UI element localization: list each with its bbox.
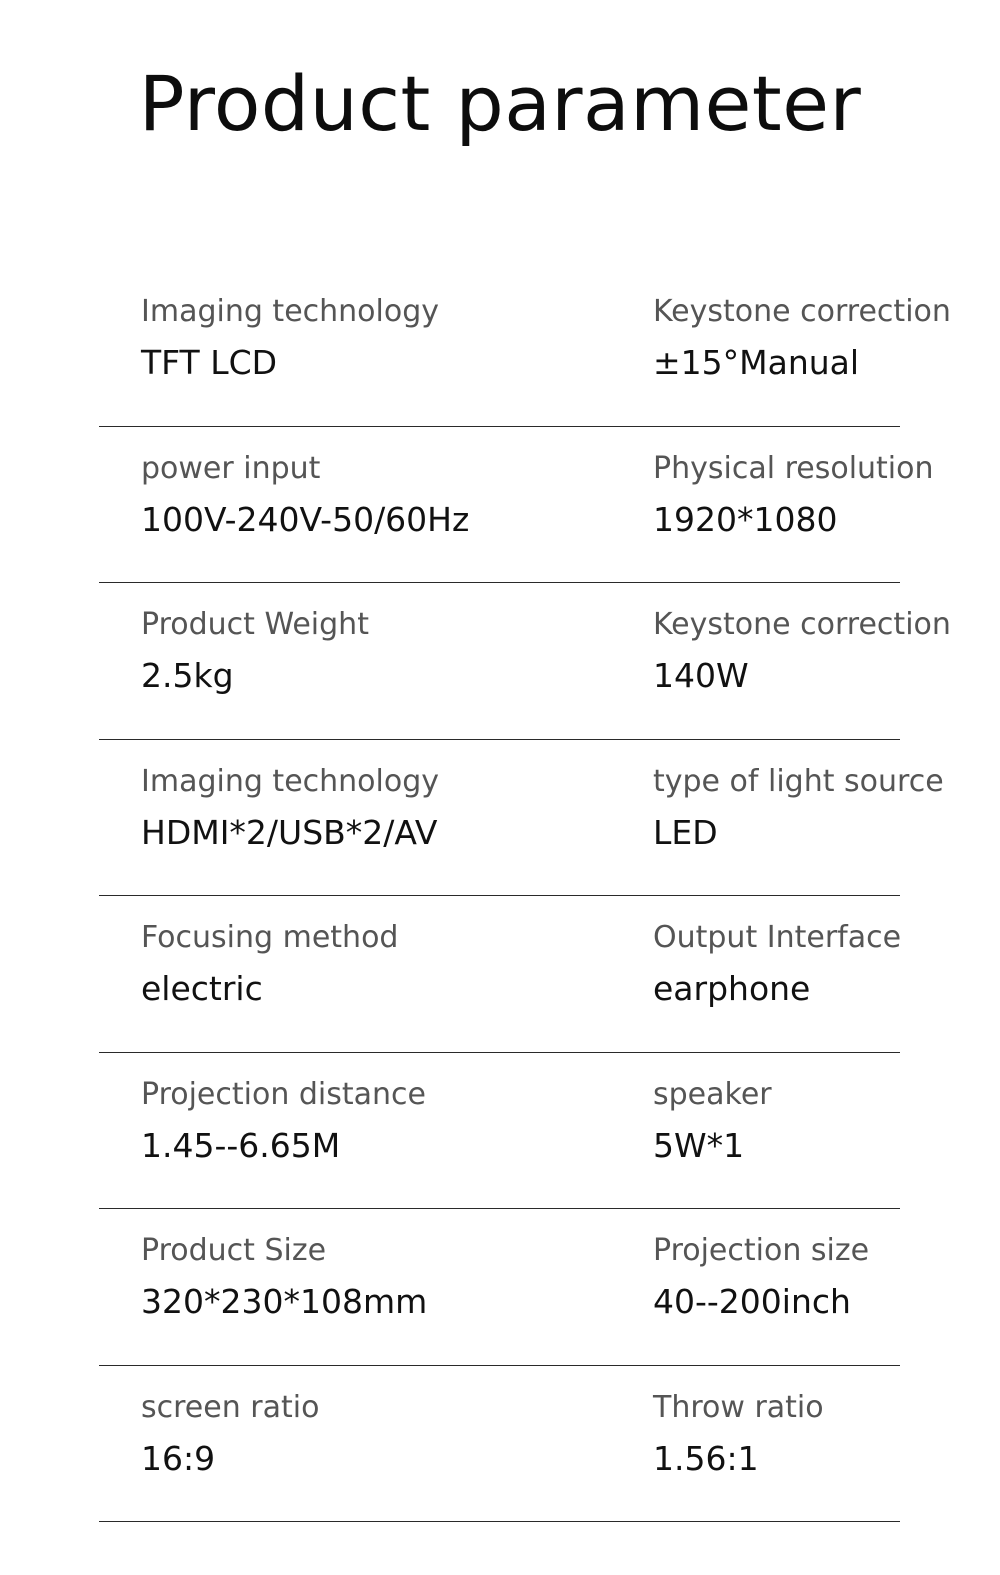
spec-row <box>99 427 934 584</box>
spec-row <box>99 583 951 740</box>
spec-label: type of light source <box>653 763 944 799</box>
spec-value: TFT LCD <box>141 343 278 382</box>
spec-row <box>99 270 951 427</box>
spec-value: 2.5kg <box>141 656 234 695</box>
spec-row <box>99 1366 900 1523</box>
spec-label: Focusing method <box>141 920 399 955</box>
spec-label: Product Weight <box>141 607 369 642</box>
spec-value: 100V-240V-50/60Hz <box>141 499 470 539</box>
spec-label: Throw ratio <box>653 1389 824 1425</box>
spec-cell-physical-resolution <box>653 449 934 542</box>
spec-label: Imaging technology <box>141 294 440 329</box>
spec-row <box>99 896 900 1053</box>
page-title: Product parameter <box>138 59 862 148</box>
spec-label: Product Size <box>141 1233 327 1268</box>
spec-list <box>99 270 951 1522</box>
spec-cell-imaging-technology <box>141 292 439 385</box>
spec-value: 5W*1 <box>653 1125 745 1165</box>
spec-value: earphone <box>653 969 811 1008</box>
spec-cell-power-input <box>141 449 469 542</box>
spec-value: ±15°Manual <box>653 343 860 382</box>
spec-cell-projection-distance <box>141 1075 426 1168</box>
spec-label: Projection size <box>653 1233 870 1268</box>
spec-cell-focusing-method <box>141 918 398 1011</box>
spec-label: Keystone correction <box>653 294 951 329</box>
spec-value: 320*230*108mm <box>141 1282 428 1321</box>
spec-cell-keystone-correction <box>653 292 951 385</box>
spec-value: 140W <box>653 656 749 695</box>
spec-value: 16:9 <box>141 1438 216 1478</box>
spec-label: Output Interface <box>653 920 902 955</box>
spec-label: Projection distance <box>141 1076 426 1112</box>
spec-label: Imaging technology <box>141 763 440 799</box>
spec-value: LED <box>653 812 718 852</box>
spec-cell-product-weight <box>141 605 369 698</box>
spec-value: HDMI*2/USB*2/AV <box>141 812 438 852</box>
spec-value: electric <box>141 969 263 1008</box>
spec-cell-product-size <box>141 1231 427 1324</box>
spec-label: screen ratio <box>141 1389 320 1425</box>
spec-row <box>99 1053 900 1210</box>
spec-cell-speaker <box>653 1075 772 1168</box>
spec-cell-light-source <box>653 762 944 855</box>
spec-value: 1.45--6.65M <box>141 1125 341 1165</box>
spec-cell-keystone-correction-power <box>653 605 951 698</box>
spec-value: 40--200inch <box>653 1282 851 1321</box>
spec-cell-throw-ratio <box>653 1388 824 1481</box>
spec-label: power input <box>141 450 321 486</box>
spec-cell-projection-size <box>653 1231 869 1324</box>
spec-row <box>99 1209 900 1366</box>
spec-label: speaker <box>653 1076 772 1112</box>
spec-row <box>99 740 944 897</box>
spec-value: 1920*1080 <box>653 499 838 539</box>
spec-cell-screen-ratio <box>141 1388 319 1481</box>
spec-cell-output-interface <box>653 918 901 1011</box>
spec-label: Keystone correction <box>653 607 951 642</box>
spec-value: 1.56:1 <box>653 1438 759 1478</box>
spec-cell-interfaces <box>141 762 439 855</box>
spec-label: Physical resolution <box>653 450 934 486</box>
